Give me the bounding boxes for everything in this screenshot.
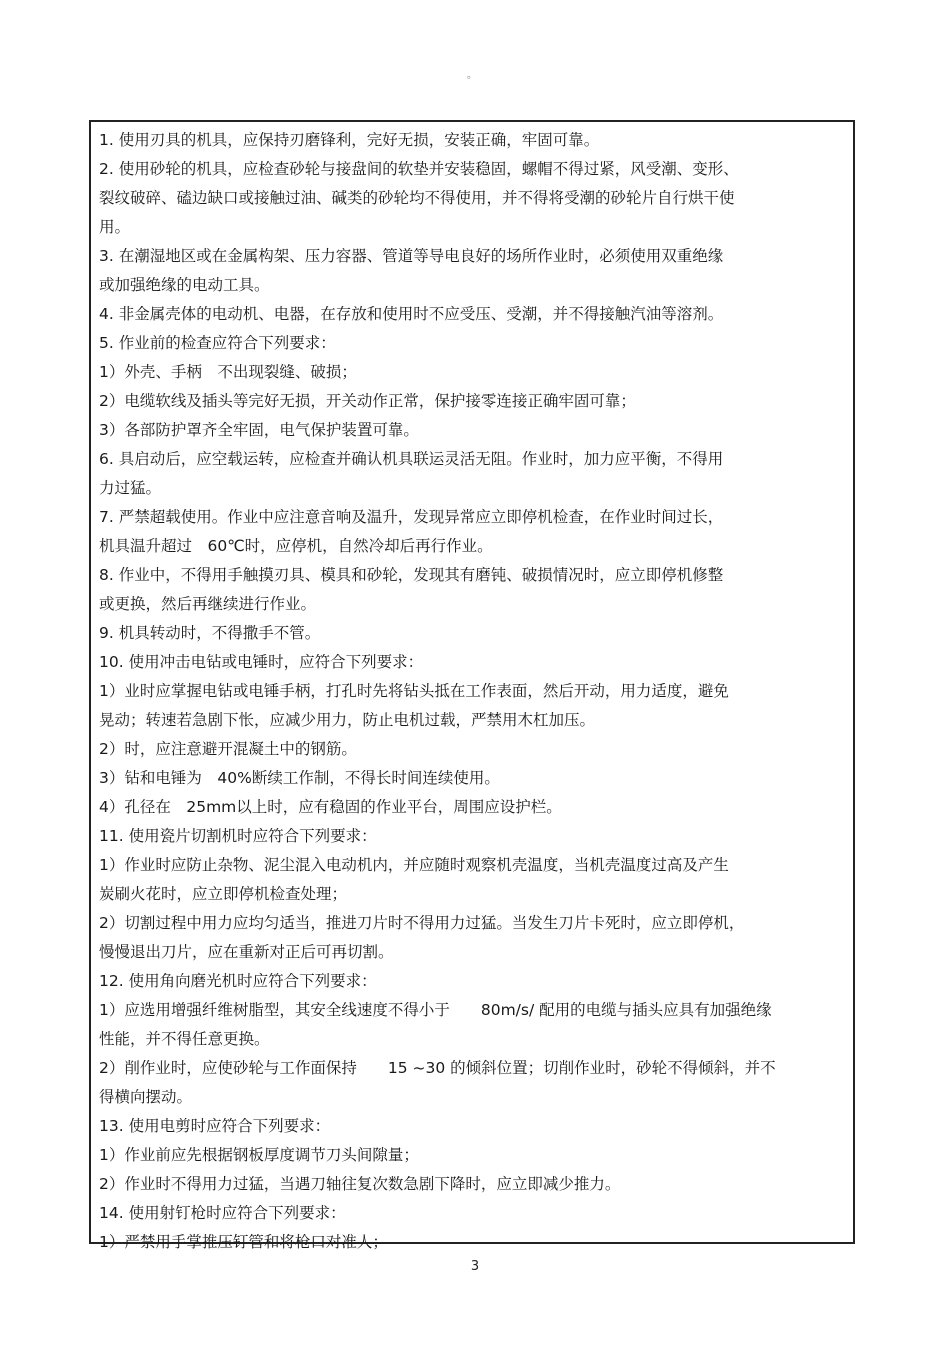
text-line: 2）作业时不得用力过猛，当遇刀轴往复次数急剧下降时，应立即减少推力。 [99,1175,621,1193]
text-line: 1）作业时应防止杂物、泥尘混入电动机内，并应随时观察机壳温度，当机壳温度过高及产生 [99,856,729,874]
text-line: 2. 使用砂轮的机具，应检查砂轮与接盘间的软垫并安装稳固，螺帽不得过紧，风受潮、变形、 [99,160,739,178]
text-line: 2）电缆软线及插头等完好无损，开关动作正常，保护接零连接正确牢固可靠； [99,392,636,410]
text-line: 1. 使用刃具的机具，应保持刃磨锋利，完好无损，安装正确，牢固可靠。 [99,131,600,149]
top-mark: 。 [467,70,477,81]
text-line: 用。 [99,218,131,236]
text-line: 14. 使用射钉枪时应符合下列要求： [99,1204,346,1222]
text-line: 2）切割过程中用力应均匀适当，推进刀片时不得用力过猛。当发生刀片卡死时，应立即停机， [99,914,745,932]
text-line: 1）外壳、手柄 不出现裂缝、破损； [99,363,357,381]
safety-rules-text [99,126,847,1257]
text-line: 1）应选用增强纤维树脂型，其安全线速度不得小于 80m/s/ 配用的电缆与插头应具有加强绝缘 [99,1001,772,1019]
text-line: 11. 使用瓷片切割机时应符合下列要求： [99,827,377,845]
text-line: 慢慢退出刀片，应在重新对正后可再切割。 [99,943,394,961]
text-line: 1）严禁用手掌推压钉管和将枪口对准人； [99,1233,388,1251]
text-line: 2）时，应注意避开混凝土中的钢筋。 [99,740,357,758]
text-line: 3）各部防护罩齐全牢固，电气保护装置可靠。 [99,421,419,439]
text-line: 或更换，然后再继续进行作业。 [99,595,317,613]
text-line: 4. 非金属壳体的电动机、电器，在存放和使用时不应受压、受潮，并不得接触汽油等溶剂。 [99,305,724,323]
text-line: 性能，并不得任意更换。 [99,1030,270,1048]
text-line: 晃动；转速若急剧下怅，应减少用力，防止电机过载，严禁用木杠加压。 [99,711,596,729]
text-line: 12. 使用角向磨光机时应符合下列要求： [99,972,377,990]
text-line: 得横向摆动。 [99,1088,193,1106]
text-line: 力过猛。 [99,479,162,497]
text-line: 7. 严禁超载使用。作业中应注意音响及温升，发现异常应立即停机检查，在作业时间过长， [99,508,724,526]
text-line: 3. 在潮湿地区或在金属构架、压力容器、管道等导电良好的场所作业时，必须使用双重绝缘 [99,247,724,265]
text-line: 5. 作业前的检查应符合下列要求： [99,334,336,352]
text-line: 机具温升超过 60℃时，应停机，自然冷却后再行作业。 [99,537,493,555]
text-line: 2）削作业时，应使砂轮与工作面保持 15 ~30 的倾斜位置；切削作业时，砂轮不得倾斜，并不 [99,1059,776,1077]
text-line: 1）业时应掌握电钻或电锤手柄，打孔时先将钻头抵在工作表面，然后开动，用力适度，避免 [99,682,729,700]
text-line: 或加强绝缘的电动工具。 [99,276,270,294]
text-line: 9. 机具转动时，不得撒手不管。 [99,624,321,642]
text-line: 炭刷火花时，应立即停机检查处理； [99,885,348,903]
text-line: 3）钻和电锤为 40%断续工作制，不得长时间连续使用。 [99,769,500,787]
text-line: 10. 使用冲击电钻或电锤时，应符合下列要求： [99,653,424,671]
text-line: 13. 使用电剪时应符合下列要求： [99,1117,331,1135]
text-line: 1）作业前应先根据钢板厚度调节刀头间隙量； [99,1146,419,1164]
text-line: 裂纹破碎、磕边缺口或接触过油、碱类的砂轮均不得使用，并不得将受潮的砂轮片自行烘干使 [99,189,735,207]
text-line: 6. 具启动后，应空载运转，应检查并确认机具联运灵活无阻。作业时，加力应平衡，不得用 [99,450,724,468]
text-line: 4）孔径在 25mm以上时，应有稳固的作业平台，周围应设护栏。 [99,798,562,816]
text-line: 8. 作业中，不得用手触摸刃具、模具和砂轮，发现其有磨钝、破损情况时，应立即停机修整 [99,566,724,584]
content-frame [89,120,855,1251]
page-number: 3 [470,1259,480,1274]
